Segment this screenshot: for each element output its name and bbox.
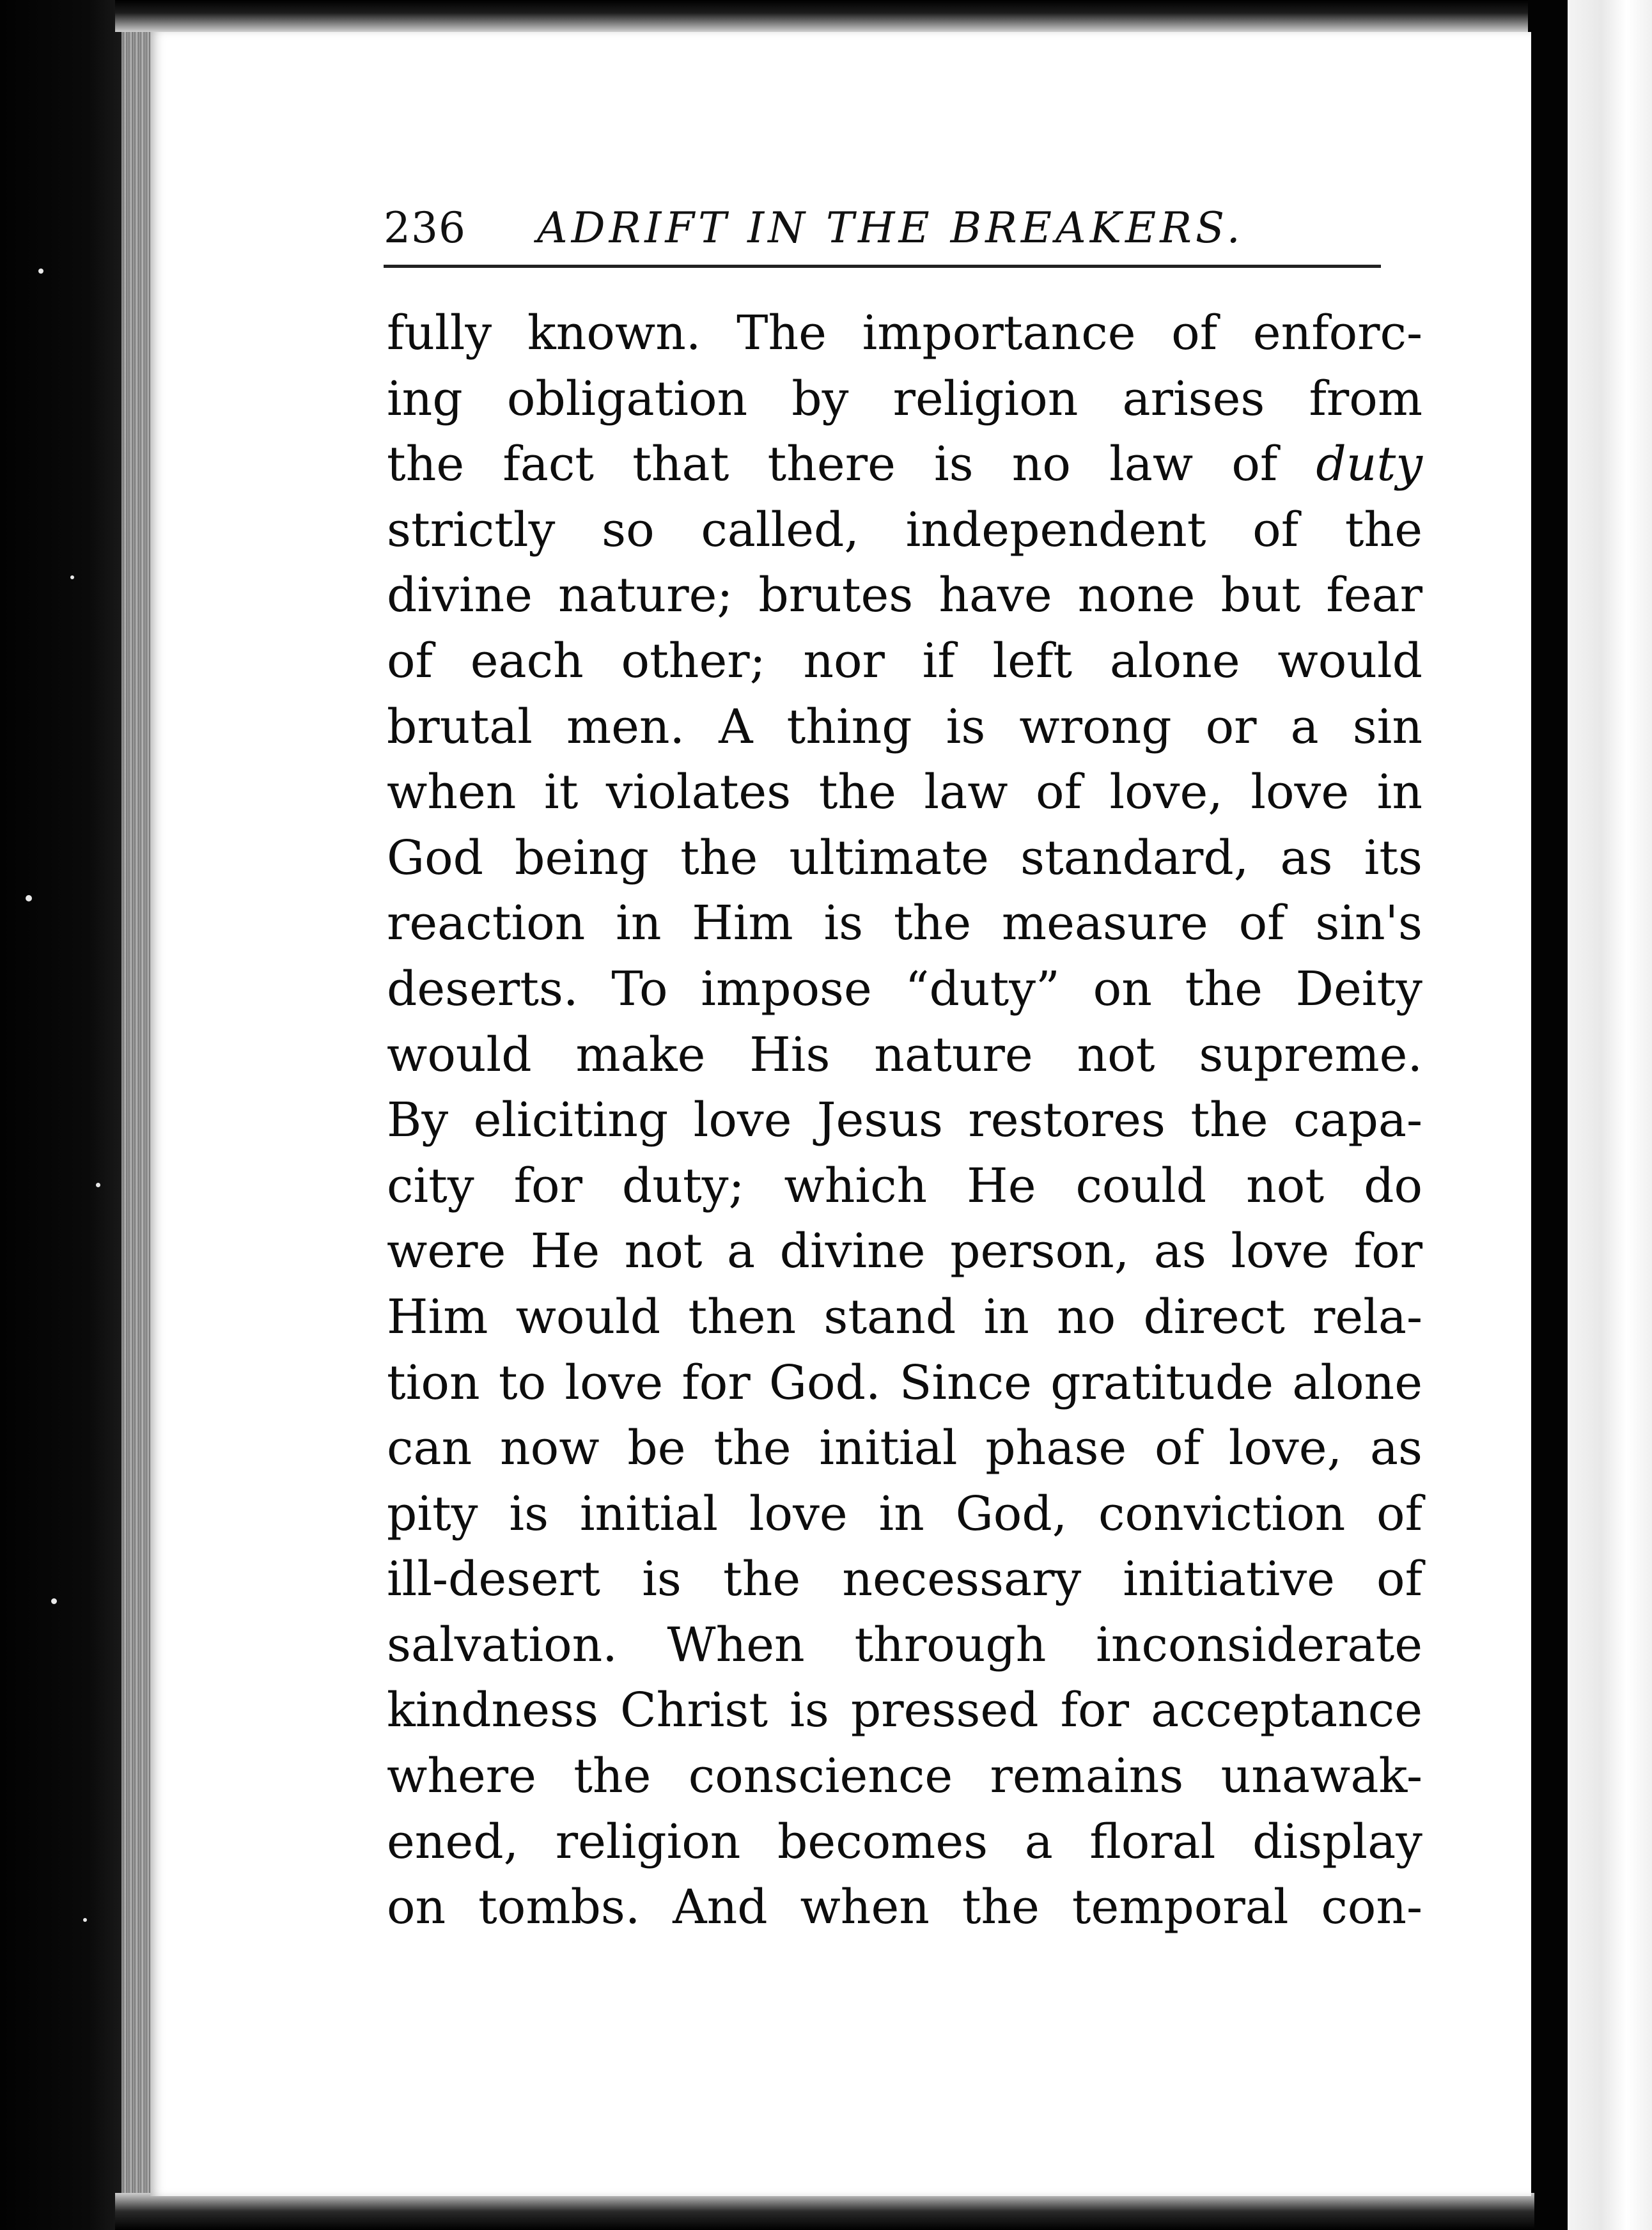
- text-line-part: the fact that there is no law of duty: [387, 437, 1422, 492]
- scan-speck: [83, 1918, 87, 1922]
- scan-speck: [51, 1598, 57, 1604]
- text-line: would make His nature not supreme.: [387, 1027, 1422, 1082]
- text-line: God being the ultimate standard, as its: [387, 830, 1422, 885]
- text-line: ened, religion becomes a floral display: [387, 1814, 1422, 1869]
- book-bottom-edge: [115, 2193, 1534, 2230]
- text-line: on tombs. And when the temporal con-: [387, 1880, 1422, 1935]
- text-line: where the conscience remains unawak-: [387, 1749, 1422, 1804]
- text-line: ill-desert is the necessary initiative of: [387, 1552, 1422, 1607]
- text-line: [387, 432, 1422, 497]
- text-line: tion to love for God. Since gratitude alone: [387, 1355, 1422, 1410]
- scan-speck: [26, 895, 32, 901]
- header-rule: [384, 265, 1381, 268]
- scan-speck: [96, 1183, 100, 1187]
- text-line: were He not a divine person, as love for: [387, 1224, 1422, 1279]
- text-line: pity is initial love in God, conviction of: [387, 1486, 1422, 1541]
- page-number: 236: [384, 203, 466, 253]
- text-line: when it violates the law of love, love in: [387, 765, 1422, 820]
- text-line: reaction in Him is the measure of sin's: [387, 896, 1422, 951]
- text-line: can now be the initial phase of love, as: [387, 1421, 1422, 1476]
- text-line: deserts. To impose “duty” on the Deity: [387, 961, 1422, 1017]
- text-line: kindness Christ is pressed for acceptance: [387, 1683, 1422, 1738]
- text-line: divine nature; brutes have none but fear: [387, 568, 1422, 623]
- running-head: [384, 203, 1381, 267]
- text-line: ing obligation by religion arises from: [387, 371, 1422, 426]
- emphasized-word: duty: [1316, 437, 1422, 492]
- text-line: of each other; nor if left alone would: [387, 633, 1422, 689]
- scan-speck: [38, 269, 43, 274]
- text-line: strictly so called, independent of the: [387, 502, 1422, 558]
- text-line: brutal men. A thing is wrong or a sin: [387, 699, 1422, 754]
- text-line: fully known. The importance of enforc-: [387, 306, 1422, 361]
- book-top-edge: [115, 0, 1534, 32]
- text-line: city for duty; which He could not do: [387, 1158, 1422, 1213]
- text-line: Him would then stand in no direct rela-: [387, 1289, 1422, 1345]
- scan-speck: [70, 575, 74, 579]
- text-line: By eliciting love Jesus restores the capa-: [387, 1093, 1422, 1148]
- body-text: [387, 300, 1422, 1940]
- adjacent-page-strip: [1568, 0, 1652, 2230]
- running-head-title: ADRIFT IN THE BREAKERS.: [537, 203, 1244, 253]
- text-line: salvation. When through inconsiderate: [387, 1617, 1422, 1672]
